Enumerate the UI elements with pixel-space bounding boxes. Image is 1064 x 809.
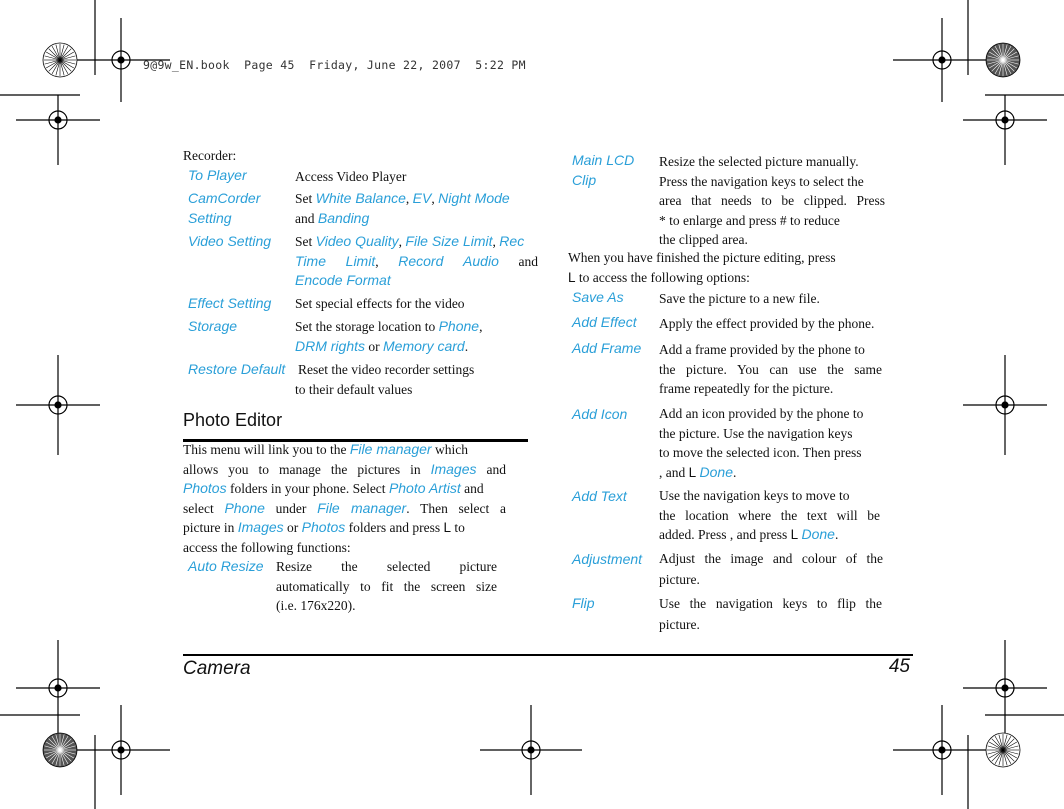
desc-storage: Set the storage location to Phone, DRM rights or Memory card.: [295, 318, 483, 354]
term-auto-resize: Auto Resize: [188, 558, 264, 574]
term-effect-setting: Effect Setting: [188, 295, 272, 311]
option-flip: Flip: [572, 595, 595, 611]
desc-flip: Use the navigation keys to flip the picture.: [659, 596, 882, 632]
option-add-text: Add Text: [572, 488, 627, 504]
crosshair-target-icon: [16, 18, 1047, 795]
finish-editing-text: When you have finished the picture editing, press L to access the following options:: [568, 250, 836, 285]
print-slug: 9@9w_EN.book Page 45 Friday, June 22, 2007 5:22 PM: [143, 58, 526, 72]
term-camcorder-setting: CamCorder Setting: [188, 190, 261, 226]
term-video-setting: Video Setting: [188, 233, 272, 249]
option-save-as: Save As: [572, 289, 624, 305]
desc-save-as: Save the picture to a new file.: [659, 291, 820, 306]
footer-section-name: Camera: [183, 658, 251, 679]
term-restore-default: Restore Default: [188, 361, 286, 377]
option-add-frame: Add Frame: [572, 340, 642, 356]
footer-rule: [183, 654, 913, 656]
desc-adjustment: Adjust the image and colour of the picture.: [659, 551, 883, 587]
desc-add-text: Use the navigation keys to move to the location where the text will be added. Press , and press L Done.: [659, 488, 880, 542]
desc-add-effect: Apply the effect provided by the phone.: [659, 316, 875, 331]
desc-video-setting: Set Video Quality, File Size Limit, Rec Time Limit, Record Audio and Encode Format: [295, 233, 539, 288]
recorder-label: Recorder:: [183, 148, 237, 163]
desc-camcorder-setting: Set White Balance, EV, Night Mode and Banding: [295, 190, 510, 226]
desc-to-player: Access Video Player: [295, 169, 407, 184]
desc-effect-setting: Set special effects for the video: [295, 296, 465, 311]
desc-auto-resize: Resize the selected picture automatically to fit the screen size (i.e. 176x220).: [276, 559, 497, 613]
photo-editor-paragraph: This menu will link you to the File manager which allows you to manage the pictures in Images and Photos folders in your phone. Select Photo Artist and select Phone under File manager. Then select a picture in Images or Photos folders and press L to access the following functions:: [183, 441, 507, 555]
term-main-lcd-clip: Main LCD Clip: [572, 152, 635, 188]
section-heading-photo-editor: Photo Editor: [183, 410, 283, 430]
option-adjustment: Adjustment: [572, 551, 643, 567]
option-add-effect: Add Effect: [572, 314, 637, 330]
page-number: 45: [888, 656, 910, 677]
term-to-player: To Player: [188, 167, 247, 183]
term-storage: Storage: [188, 318, 238, 334]
desc-add-icon: Add an icon provided by the phone to the picture. Use the navigation keys to move the selected icon. Then press , and L Done.: [659, 406, 864, 480]
option-add-icon: Add Icon: [572, 406, 628, 422]
desc-restore-default: Reset the video recorder settings to their default values: [295, 362, 475, 397]
desc-add-frame: Add a frame provided by the phone to the picture. You can use the same frame repeatedly for the picture.: [659, 342, 882, 396]
desc-main-lcd-clip: Resize the selected picture manually. Press the navigation keys to select the area that needs to be clipped. Press * to enlarge and press # to reduce the clipped area.: [659, 154, 885, 247]
